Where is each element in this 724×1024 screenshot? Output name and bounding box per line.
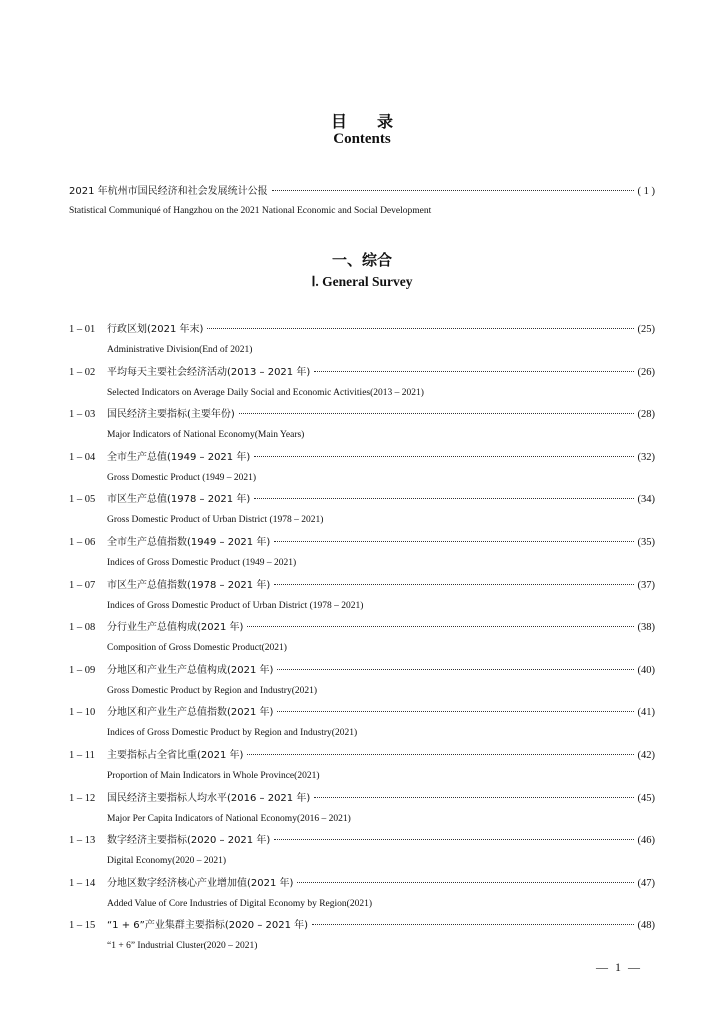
entry-title-cn: 分地区数字经济核心产业增加值(2021 年) bbox=[107, 877, 294, 889]
contents-entry[interactable] bbox=[69, 320, 655, 363]
entry-title-en: Proportion of Main Indicators in Whole Province(2021) bbox=[107, 770, 320, 781]
contents-entry[interactable] bbox=[69, 874, 655, 917]
entry-number: 1 – 04 bbox=[69, 451, 96, 463]
entry-title-cn: 数字经济主要指标(2020 – 2021 年) bbox=[107, 835, 271, 847]
entry-number: 1 – 13 bbox=[69, 835, 96, 847]
contents-entry[interactable] bbox=[69, 746, 655, 789]
entry-title-en: Composition of Gross Domestic Product(2021) bbox=[107, 643, 287, 654]
dot-leader bbox=[277, 668, 633, 670]
entry-page-number: (38) bbox=[637, 622, 655, 634]
entry-title-en: Selected Indicators on Average Daily Social and Economic Activities(2013 – 2021) bbox=[107, 387, 424, 398]
entry-title-cn: 全市生产总值指数(1949 – 2021 年) bbox=[107, 536, 271, 548]
entry-title-cn: 国民经济主要指标(主要年份) bbox=[107, 409, 235, 421]
entry-number: 1 – 14 bbox=[69, 877, 96, 889]
entry-page-number: (46) bbox=[637, 835, 655, 847]
entry-title-cn: 国民经济主要指标人均水平(2016 – 2021 年) bbox=[107, 792, 311, 804]
entry-number: 1 – 10 bbox=[69, 707, 96, 719]
gazette-entry[interactable] bbox=[69, 182, 655, 197]
entry-number: 1 – 12 bbox=[69, 792, 96, 804]
dot-leader bbox=[254, 497, 633, 499]
entry-page-number: (32) bbox=[637, 451, 655, 463]
dot-leader bbox=[247, 753, 633, 755]
entry-title-en: Major Indicators of National Economy(Main Years) bbox=[107, 430, 305, 441]
entry-title-cn: 主要指标占全省比重(2021 年) bbox=[107, 749, 244, 761]
entry-title-cn: 市区生产总值指数(1978 – 2021 年) bbox=[107, 579, 271, 591]
contents-entry[interactable] bbox=[69, 703, 655, 746]
entry-page-number: (35) bbox=[637, 536, 655, 548]
entry-title-cn: 平均每天主要社会经济活动(2013 – 2021 年) bbox=[107, 366, 311, 378]
gazette-title-en: Statistical Communiqué of Hangzhou on the 2021 National Economic and Social Development bbox=[69, 206, 432, 216]
section-title-en: Ⅰ. General Survey bbox=[311, 274, 413, 289]
entry-title-en: Gross Domestic Product of Urban District (1978 – 2021) bbox=[107, 515, 324, 526]
entry-number: 1 – 15 bbox=[69, 920, 96, 932]
entry-title-en: Major Per Capita Indicators of National Economy(2016 – 2021) bbox=[107, 813, 351, 824]
entry-title-cn: “1 + 6”产业集群主要指标(2020 – 2021 年) bbox=[107, 920, 309, 932]
section-title-cn: 一、综合 bbox=[331, 251, 392, 269]
contents-entry-list bbox=[69, 320, 655, 959]
entry-title-en: Administrative Division(End of 2021) bbox=[107, 345, 253, 355]
entry-page-number: (26) bbox=[637, 366, 655, 378]
contents-entry[interactable] bbox=[69, 661, 655, 704]
contents-entry[interactable] bbox=[69, 831, 655, 874]
entry-number: 1 – 07 bbox=[69, 579, 96, 591]
entry-number: 1 – 01 bbox=[69, 324, 96, 335]
dot-leader bbox=[314, 796, 633, 798]
dot-leader bbox=[314, 370, 633, 372]
dot-leader bbox=[312, 923, 633, 925]
dot-leader bbox=[297, 881, 633, 883]
gazette-page-number: ( 1 ) bbox=[637, 186, 655, 197]
contents-entry[interactable] bbox=[69, 490, 655, 533]
contents-entry[interactable] bbox=[69, 576, 655, 619]
contents-title-en: Contents bbox=[333, 131, 391, 147]
contents-entry[interactable] bbox=[69, 618, 655, 661]
contents-entry[interactable] bbox=[69, 405, 655, 448]
entry-number: 1 – 09 bbox=[69, 664, 96, 676]
gazette-title-cn: 2021 年杭州市国民经济和社会发展统计公报 bbox=[69, 186, 268, 197]
entry-page-number: (28) bbox=[637, 409, 655, 421]
entry-number: 1 – 02 bbox=[69, 366, 96, 378]
entry-title-cn: 分行业生产总值构成(2021 年) bbox=[107, 622, 244, 634]
entry-title-cn: 行政区划(2021 年末) bbox=[107, 324, 204, 335]
entry-title-en: Gross Domestic Product (1949 – 2021) bbox=[107, 472, 257, 483]
entry-title-en: “1 + 6” Industrial Cluster(2020 – 2021) bbox=[107, 941, 258, 952]
contents-entry[interactable] bbox=[69, 363, 655, 406]
contents-entry[interactable] bbox=[69, 533, 655, 576]
entry-title-en: Digital Economy(2020 – 2021) bbox=[107, 856, 226, 867]
contents-entry[interactable] bbox=[69, 916, 655, 959]
dot-leader bbox=[207, 327, 633, 329]
entry-page-number: (47) bbox=[637, 877, 655, 889]
entry-page-number: (42) bbox=[637, 749, 655, 761]
dot-leader bbox=[274, 838, 633, 840]
dot-leader bbox=[274, 583, 633, 585]
entry-number: 1 – 06 bbox=[69, 536, 96, 548]
entry-number: 1 – 08 bbox=[69, 622, 96, 634]
entry-page-number: (25) bbox=[637, 324, 655, 335]
entry-number: 1 – 03 bbox=[69, 409, 96, 421]
dot-leader bbox=[272, 189, 634, 191]
dot-leader bbox=[277, 710, 633, 712]
entry-title-cn: 分地区和产业生产总值指数(2021 年) bbox=[107, 707, 274, 719]
entry-number: 1 – 05 bbox=[69, 494, 96, 506]
dot-leader bbox=[254, 455, 633, 457]
entry-number: 1 – 11 bbox=[69, 749, 95, 761]
contents-entry[interactable] bbox=[69, 448, 655, 491]
contents-entry[interactable] bbox=[69, 789, 655, 832]
entry-title-en: Indices of Gross Domestic Product (1949 – 2021) bbox=[107, 557, 297, 568]
page-footer-number: — 1 — bbox=[596, 960, 642, 974]
dot-leader bbox=[247, 625, 633, 627]
entry-page-number: (41) bbox=[637, 707, 655, 719]
entry-title-en: Indices of Gross Domestic Product by Region and Industry(2021) bbox=[107, 728, 358, 739]
entry-page-number: (40) bbox=[637, 664, 655, 676]
entry-page-number: (34) bbox=[637, 494, 655, 506]
entry-title-en: Indices of Gross Domestic Product of Urban District (1978 – 2021) bbox=[107, 600, 364, 611]
entry-page-number: (45) bbox=[637, 792, 655, 804]
entry-title-cn: 全市生产总值(1949 – 2021 年) bbox=[107, 451, 251, 463]
contents-title-cn: 目录 bbox=[330, 112, 423, 131]
entry-title-cn: 市区生产总值(1978 – 2021 年) bbox=[107, 494, 251, 506]
entry-title-en: Added Value of Core Industries of Digital Economy by Region(2021) bbox=[107, 898, 372, 909]
dot-leader bbox=[274, 540, 633, 542]
entry-title-en: Gross Domestic Product by Region and Industry(2021) bbox=[107, 685, 318, 696]
entry-title-cn: 分地区和产业生产总值构成(2021 年) bbox=[107, 664, 274, 676]
entry-page-number: (37) bbox=[637, 579, 655, 591]
entry-page-number: (48) bbox=[637, 920, 655, 932]
dot-leader bbox=[239, 412, 634, 414]
